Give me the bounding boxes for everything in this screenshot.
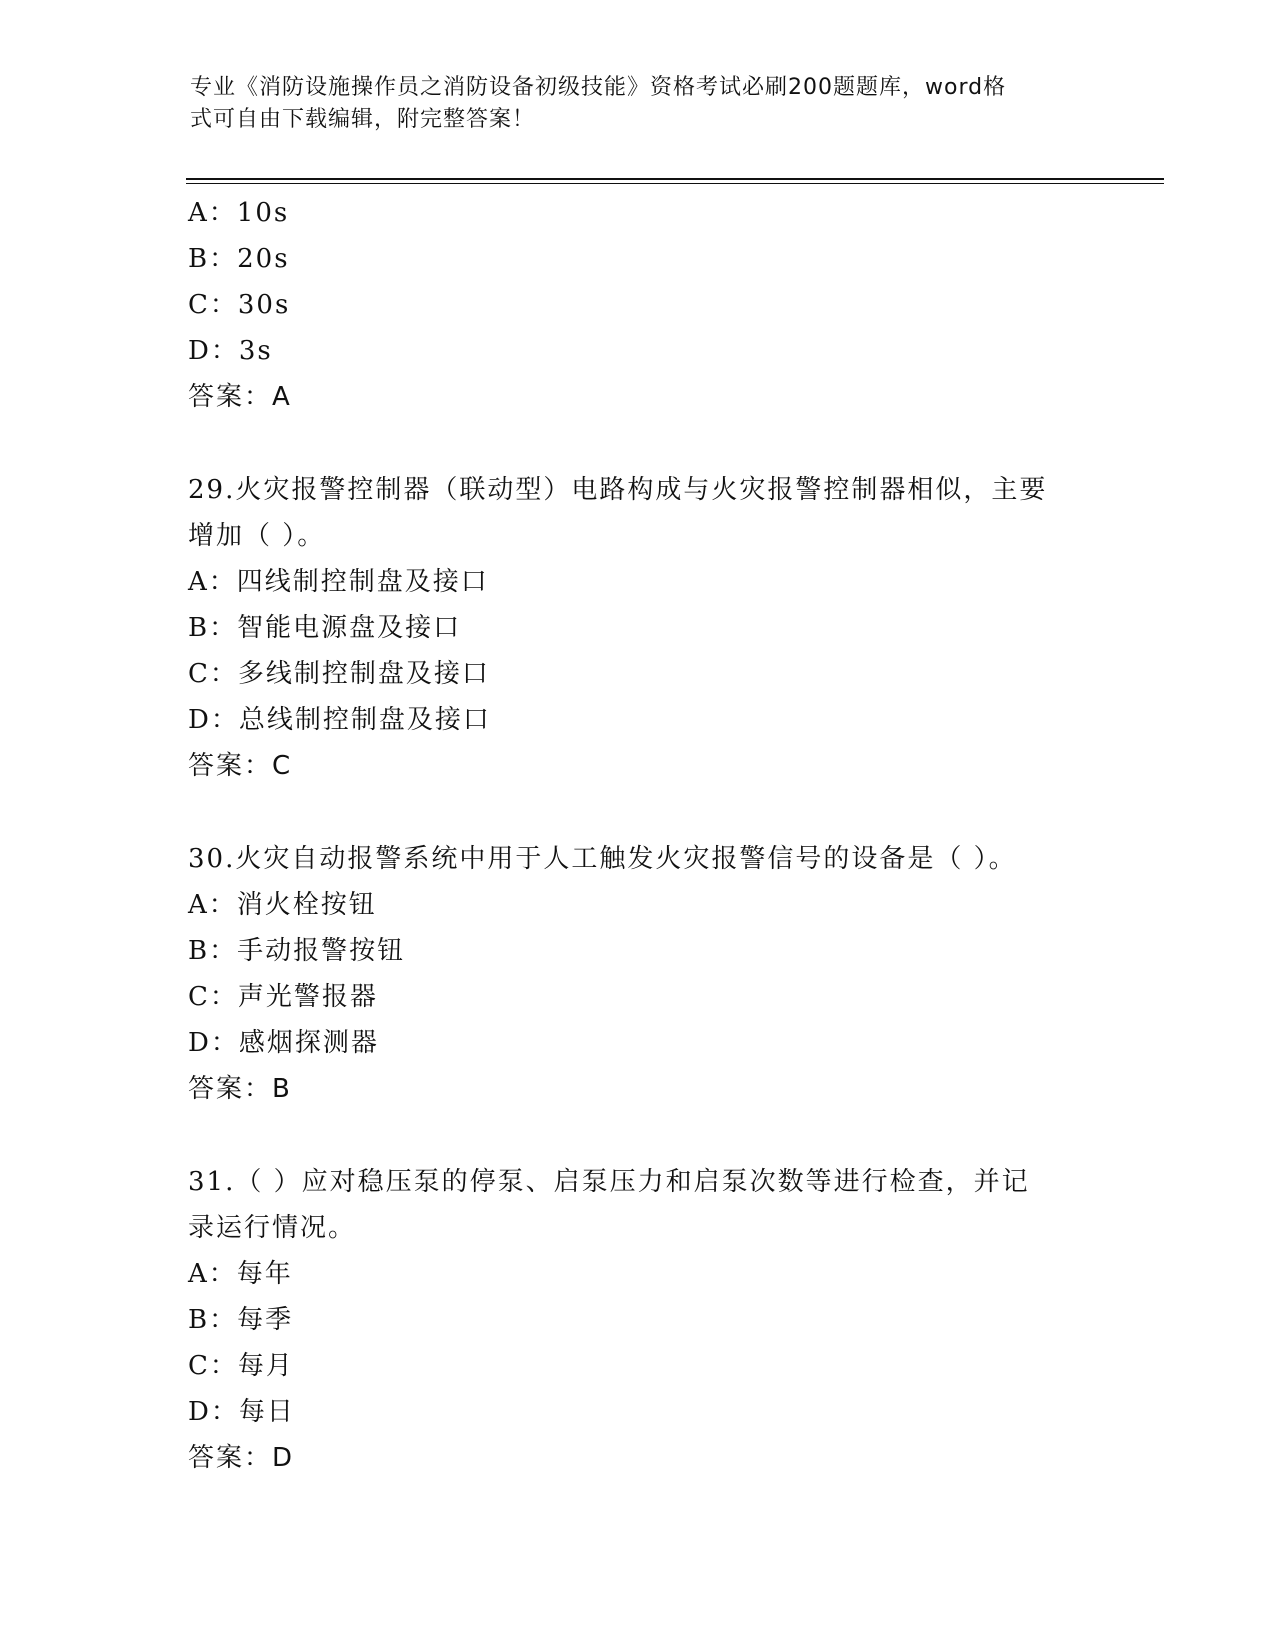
answer-line: 答案：A: [188, 382, 292, 412]
answer-line: 答案：B: [188, 1074, 292, 1104]
option-a: A：四线制控制盘及接口: [188, 567, 489, 597]
spacer: [188, 789, 1088, 836]
question-30: [188, 836, 1088, 1112]
option-b: B：每季: [188, 1305, 294, 1335]
option-d: D：3s: [188, 336, 273, 366]
question-31: [188, 1159, 1088, 1481]
spacer: [188, 420, 1088, 467]
header-divider-thin: [186, 183, 1164, 184]
question-stem-line-1: 30.火灾自动报警系统中用于人工触发火灾报警信号的设备是（ ）。: [188, 844, 1017, 874]
option-a: A：消火栓按钮: [188, 890, 377, 920]
answer-line: 答案：D: [188, 1443, 295, 1473]
option-a: A：10s: [188, 198, 290, 228]
question-stem-line-2: 增加（ ）。: [188, 521, 326, 551]
question-list: [188, 190, 1088, 1481]
option-a: A：每年: [188, 1259, 293, 1289]
question-stem-line-1: 31.（ ）应对稳压泵的停泵、启泵压力和启泵次数等进行检查，并记: [188, 1167, 1030, 1197]
option-c: C：每月: [188, 1351, 294, 1381]
option-b: B：20s: [188, 244, 290, 274]
option-c: C：多线制控制盘及接口: [188, 659, 490, 689]
question-stem-line-1: 29.火灾报警控制器（联动型）电路构成与火灾报警控制器相似，主要: [188, 475, 1048, 505]
option-c: C：声光警报器: [188, 982, 378, 1012]
question-stem-line-2: 录运行情况。: [188, 1213, 357, 1243]
option-b: B：智能电源盘及接口: [188, 613, 462, 643]
header-line-1: 专业《消防设施操作员之消防设备初级技能》资格考试必刷200题题库，word格: [190, 75, 1007, 100]
question-29: [188, 467, 1088, 789]
header-line-2: 式可自由下载编辑，附完整答案！: [190, 107, 536, 132]
answer-line: 答案：C: [188, 751, 293, 781]
option-d: D：总线制控制盘及接口: [188, 705, 491, 735]
option-d: D：感烟探测器: [188, 1028, 379, 1058]
question-28: [188, 190, 1088, 420]
document-header: [190, 72, 1090, 136]
spacer: [188, 1112, 1088, 1159]
option-b: B：手动报警按钮: [188, 936, 406, 966]
option-d: D：每日: [188, 1397, 295, 1427]
option-c: C：30s: [188, 290, 291, 320]
header-divider-thick: [186, 178, 1164, 180]
